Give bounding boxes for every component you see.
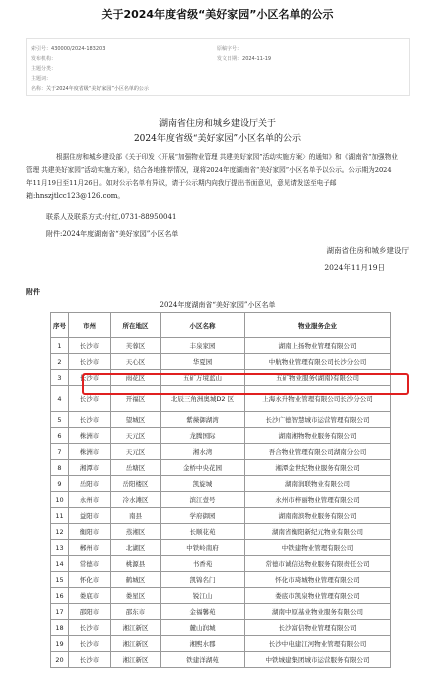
cell-city: 郴州市: [69, 540, 111, 556]
cell-community: 铁建洋湖苑: [161, 652, 245, 668]
cell-community: 中铁岭南府: [161, 540, 245, 556]
cell-property-company: 湖南省衡阳新纪元物业有限公司: [245, 524, 391, 540]
cell-community: 滨江壹号: [161, 492, 245, 508]
cell-index: 16: [51, 588, 69, 604]
cell-index: 20: [51, 652, 69, 668]
signature-org: 湖南省住房和城乡建设厅: [326, 246, 409, 255]
heading-main: 2024年度省级“美好家园”小区名单的公示: [133, 134, 302, 144]
cell-community: 华夏园: [161, 354, 245, 370]
cell-city: 长沙市: [69, 636, 111, 652]
cell-property-company: 中航物业管理有限公司长沙分公司: [245, 354, 391, 370]
cell-index: 11: [51, 508, 69, 524]
cell-city: 邵阳市: [69, 604, 111, 620]
cell-city: 湘潭市: [69, 460, 111, 476]
meta-index: [31, 45, 105, 52]
cell-property-company: 常德市诚信达物业服务有限责任公司: [245, 556, 391, 572]
cell-district: 望城区: [111, 412, 161, 428]
cell-property-company: 湖南润联物业有限公司: [245, 476, 391, 492]
cell-property-company: 长沙中电建江河物业管理有限公司: [245, 636, 391, 652]
table-row: [51, 354, 391, 370]
meta-name: [31, 85, 149, 92]
meta-keywords: [31, 75, 51, 82]
cell-community: 金福馨苑: [161, 604, 245, 620]
body-contact: 联系人及联系方式:付红,0731-88950041: [46, 213, 177, 221]
table-row: [51, 476, 391, 492]
cell-index: 18: [51, 620, 69, 636]
cell-community: 北辰三角洲奥城D2 区: [161, 386, 245, 412]
meta-source: [217, 45, 242, 52]
cell-index: 10: [51, 492, 69, 508]
meta-source-label: 原稿字号：: [217, 46, 243, 52]
table-row: [51, 588, 391, 604]
cell-district: 娄星区: [111, 588, 161, 604]
cell-index: 2: [51, 354, 69, 370]
cell-index: 17: [51, 604, 69, 620]
cell-property-company: 中铁城建集团城市运营服务有限公司: [245, 652, 391, 668]
meta-name-value: 关于2024年度省级“美好家园”小区名单的公示: [46, 86, 149, 92]
cell-city: 长沙市: [69, 386, 111, 412]
cell-property-company: 吾合物业管理有限公司湖南分公司: [245, 444, 391, 460]
cell-index: 14: [51, 556, 69, 572]
cell-community: 丰泉家园: [161, 338, 245, 354]
table-row: [51, 652, 391, 668]
meta-index-label: 索引号：: [31, 46, 52, 52]
cell-city: 株洲市: [69, 428, 111, 444]
cell-property-company: 湖南南滨物业服务有限公司: [245, 508, 391, 524]
cell-district: 开福区: [111, 386, 161, 412]
cell-district: 天元区: [111, 428, 161, 444]
cell-property-company: 湖南湘物物业服务有限公司: [245, 428, 391, 444]
cell-property-company: 湖南中原基业物业服务有限公司: [245, 604, 391, 620]
cell-district: 邵东市: [111, 604, 161, 620]
cell-property-company: 长沙富信物业管理有限公司: [245, 620, 391, 636]
cell-index: 3: [51, 370, 69, 386]
body-line-3: 年11月19日至11月26日。如对公示名单有异议，请于公示期内向我厅提出书面意见，意见请发送至电子邮: [26, 179, 337, 187]
cell-district: 蒸湘区: [111, 524, 161, 540]
cell-community: 书香苑: [161, 556, 245, 572]
cell-community: 紫薇御湖湾: [161, 412, 245, 428]
cell-community: 长顺花苑: [161, 524, 245, 540]
header-community: 小区名称: [161, 313, 245, 338]
cell-city: 衡阳市: [69, 524, 111, 540]
cell-city: 长沙市: [69, 620, 111, 636]
cell-property-company: 怀化市琦城物业管理有限公司: [245, 572, 391, 588]
body-line-1: 根据住房和城乡建设部《关于印发〈开展“加强物业管理 共建美好家园”活动实施方案〉的通知》和《湖南省“加强物业: [56, 153, 398, 161]
cell-city: 长沙市: [69, 338, 111, 354]
cell-district: 湘江新区: [111, 652, 161, 668]
header-property-company: 物业服务企业: [245, 313, 391, 338]
meta-subject-label: 主题分类：: [31, 66, 57, 72]
cell-district: 北湖区: [111, 540, 161, 556]
cell-index: 5: [51, 412, 69, 428]
cell-index: 6: [51, 428, 69, 444]
signature-date: 2024年11月19日: [324, 263, 385, 272]
table-row: [51, 620, 391, 636]
table-row: [51, 540, 391, 556]
table-row: [51, 460, 391, 476]
community-table: [50, 312, 391, 668]
cell-property-company: 上海永升物业管理有限公司长沙分公司: [245, 386, 391, 412]
cell-property-company: 湖南上扬物业管理有限公司: [245, 338, 391, 354]
body-line-2: 管理 共建美好家园”活动实施方案》，结合各地推荐情况，现将2024年度湖南省“美好家园”小区名单予以公示。公示期为2024: [26, 166, 392, 174]
table-row: [51, 444, 391, 460]
cell-community: 锐江山: [161, 588, 245, 604]
cell-property-company: 永州市梓丽物业管理有限公司: [245, 492, 391, 508]
cell-district: 桃源县: [111, 556, 161, 572]
cell-city: 益阳市: [69, 508, 111, 524]
cell-district: 天心区: [111, 354, 161, 370]
cell-community: 五矿万境蓝山: [161, 370, 245, 386]
cell-city: 长沙市: [69, 412, 111, 428]
cell-property-company: 娄底市凯泉物业管理有限公司: [245, 588, 391, 604]
cell-property-company: 湘潭金世纪物业服务有限公司: [245, 460, 391, 476]
table-row: [51, 572, 391, 588]
cell-city: 长沙市: [69, 652, 111, 668]
cell-index: 19: [51, 636, 69, 652]
header-city: 市州: [69, 313, 111, 338]
cell-community: 金桥中央花园: [161, 460, 245, 476]
table-row: [51, 338, 391, 354]
cell-community: 湘熙水郡: [161, 636, 245, 652]
cell-community: 龙腾国际: [161, 428, 245, 444]
appendix-caption: 2024年度湖南省“美好家园”小区名单: [159, 301, 276, 309]
cell-index: 8: [51, 460, 69, 476]
cell-property-company: 长沙广德智慧城市运营管理有限公司: [245, 412, 391, 428]
cell-community: 麓山润城: [161, 620, 245, 636]
cell-index: 9: [51, 476, 69, 492]
table-row: [51, 604, 391, 620]
table-row: [51, 524, 391, 540]
meta-date-label: 发文日期：: [217, 56, 243, 62]
cell-index: 7: [51, 444, 69, 460]
meta-index-value: 430000/2024-183203: [51, 46, 106, 52]
cell-city: 长沙市: [69, 354, 111, 370]
cell-index: 13: [51, 540, 69, 556]
page-title: 关于2024年度省级“美好家园”小区名单的公示: [101, 8, 334, 21]
cell-property-company: 中铁建物业管理有限公司: [245, 540, 391, 556]
cell-district: 天元区: [111, 444, 161, 460]
cell-district: 鹤城区: [111, 572, 161, 588]
cell-district: 雨花区: [111, 370, 161, 386]
document-meta-box: [26, 38, 410, 96]
table-row: [51, 556, 391, 572]
cell-district: 湘江新区: [111, 636, 161, 652]
cell-index: 15: [51, 572, 69, 588]
meta-name-label: 名称：: [31, 86, 47, 92]
body-attachment: 附件:2024年度湖南省“美好家园”小区名单: [46, 230, 179, 238]
cell-district: 湘江新区: [111, 620, 161, 636]
cell-community: 凯旋城: [161, 476, 245, 492]
cell-city: 长沙市: [69, 370, 111, 386]
meta-date-value: 2024-11-19: [242, 56, 272, 62]
heading-dept: 湖南省住房和城乡建设厅关于: [158, 119, 276, 129]
body-line-4: 箱:hnszjtlcc123@126.com。: [26, 192, 125, 200]
cell-index: 12: [51, 524, 69, 540]
cell-district: 南县: [111, 508, 161, 524]
table-row: [51, 636, 391, 652]
cell-index: 1: [51, 338, 69, 354]
header-index: 序号: [51, 313, 69, 338]
table-row: [51, 428, 391, 444]
highlight-box: [82, 373, 409, 395]
cell-district: 岳阳楼区: [111, 476, 161, 492]
meta-org-label: 发布机构：: [31, 56, 57, 62]
cell-city: 岳阳市: [69, 476, 111, 492]
table-row: [51, 412, 391, 428]
meta-date: [217, 55, 271, 62]
cell-city: 娄底市: [69, 588, 111, 604]
header-district: 所在地区: [111, 313, 161, 338]
cell-district: 芙蓉区: [111, 338, 161, 354]
meta-subject: [31, 65, 56, 72]
table-row: [51, 492, 391, 508]
table-row: [51, 508, 391, 524]
meta-org: [31, 55, 56, 62]
cell-community: 湘水湾: [161, 444, 245, 460]
cell-district: 冷水滩区: [111, 492, 161, 508]
meta-keywords-label: 主题词：: [31, 76, 52, 82]
cell-city: 常德市: [69, 556, 111, 572]
cell-index: 4: [51, 386, 69, 412]
appendix-label: 附件: [26, 288, 40, 296]
cell-district: 岳塘区: [111, 460, 161, 476]
cell-community: 学府御园: [161, 508, 245, 524]
cell-property-company: 五矿物业服务(湖南)有限公司: [245, 370, 391, 386]
cell-community: 凯锦名门: [161, 572, 245, 588]
cell-city: 怀化市: [69, 572, 111, 588]
table-header-row: [51, 313, 391, 338]
cell-city: 株洲市: [69, 444, 111, 460]
cell-city: 永州市: [69, 492, 111, 508]
